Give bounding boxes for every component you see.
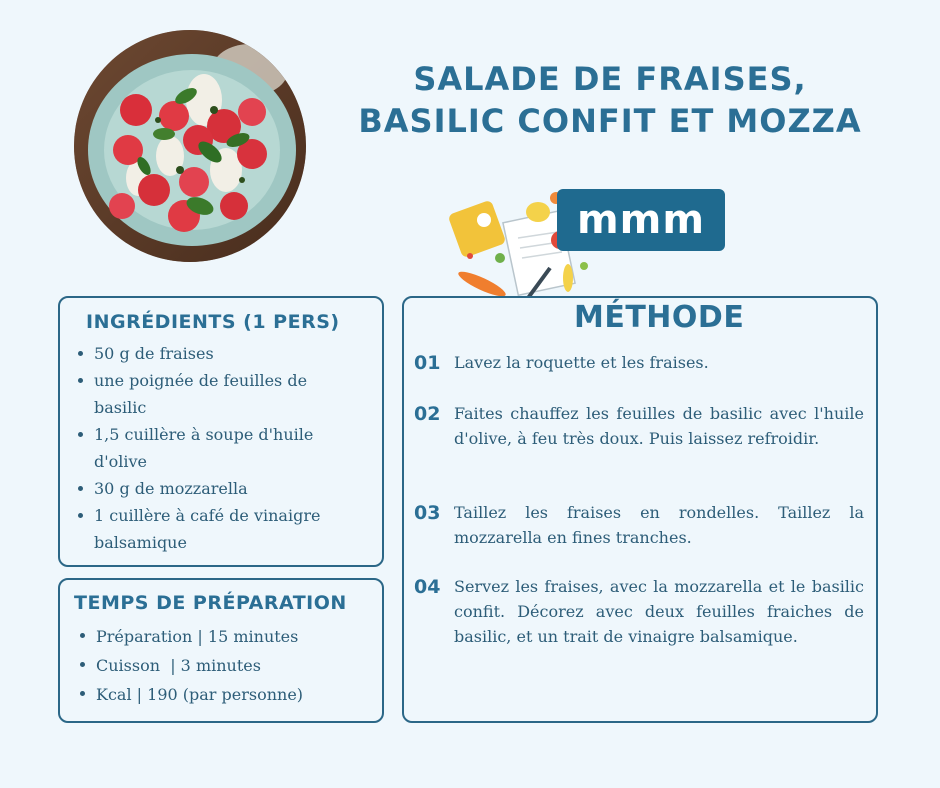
method-step-2 xyxy=(414,401,864,451)
step-text: Servez les fraises, avec la mozzarella et le basilic confit. Décorez avec deux feuilles fraiches de basilic, et un trait de vinaigre balsamique. xyxy=(454,577,864,646)
recipe-title xyxy=(330,58,890,142)
ingredients-title: INGRÉDIENTS (1 PERS) xyxy=(86,311,340,333)
step-text: Faites chauffez les feuilles de basilic avec l'huile d'olive, à feu très doux. Puis laissez refroidir. xyxy=(454,404,864,448)
list-item: une poignée de feuilles de basilic xyxy=(74,367,364,421)
prep-time-title: TEMPS DE PRÉPARATION xyxy=(74,592,347,614)
mmm-badge: mmm xyxy=(557,189,725,251)
list-item: Préparation | 15 minutes xyxy=(76,622,376,651)
method-step-4 xyxy=(414,574,864,649)
list-item: 1,5 cuillère à soupe d'huile d'olive xyxy=(74,421,364,475)
list-item: 50 g de fraises xyxy=(74,340,364,367)
prep-time-card xyxy=(58,578,384,723)
strawberry-salad-plate-image xyxy=(74,30,306,262)
method-step-3 xyxy=(414,500,864,550)
step-number: 03 xyxy=(414,502,441,524)
method-step-1 xyxy=(414,350,864,375)
title-line-1: SALADE DE FRAISES, xyxy=(413,60,807,98)
method-card xyxy=(402,296,878,723)
list-item: Kcal | 190 (par personne) xyxy=(76,680,376,709)
ingredients-list xyxy=(74,340,364,556)
prep-time-list xyxy=(76,622,376,709)
list-item: 30 g de mozzarella xyxy=(74,475,364,502)
step-text: Taillez les fraises en rondelles. Taillez la mozzarella en fines tranches. xyxy=(454,503,864,547)
step-text: Lavez la roquette et les fraises. xyxy=(454,353,709,372)
list-item: Cuisson | 3 minutes xyxy=(76,651,376,680)
step-number: 04 xyxy=(414,576,441,598)
list-item: 1 cuillère à café de vinaigre balsamique xyxy=(74,502,364,556)
salad-photo xyxy=(74,30,306,262)
ingredients-card xyxy=(58,296,384,567)
step-number: 01 xyxy=(414,352,441,374)
step-number: 02 xyxy=(414,403,441,425)
title-line-2: BASILIC CONFIT ET MOZZA xyxy=(358,102,862,140)
method-title: MÉTHODE xyxy=(574,300,745,335)
